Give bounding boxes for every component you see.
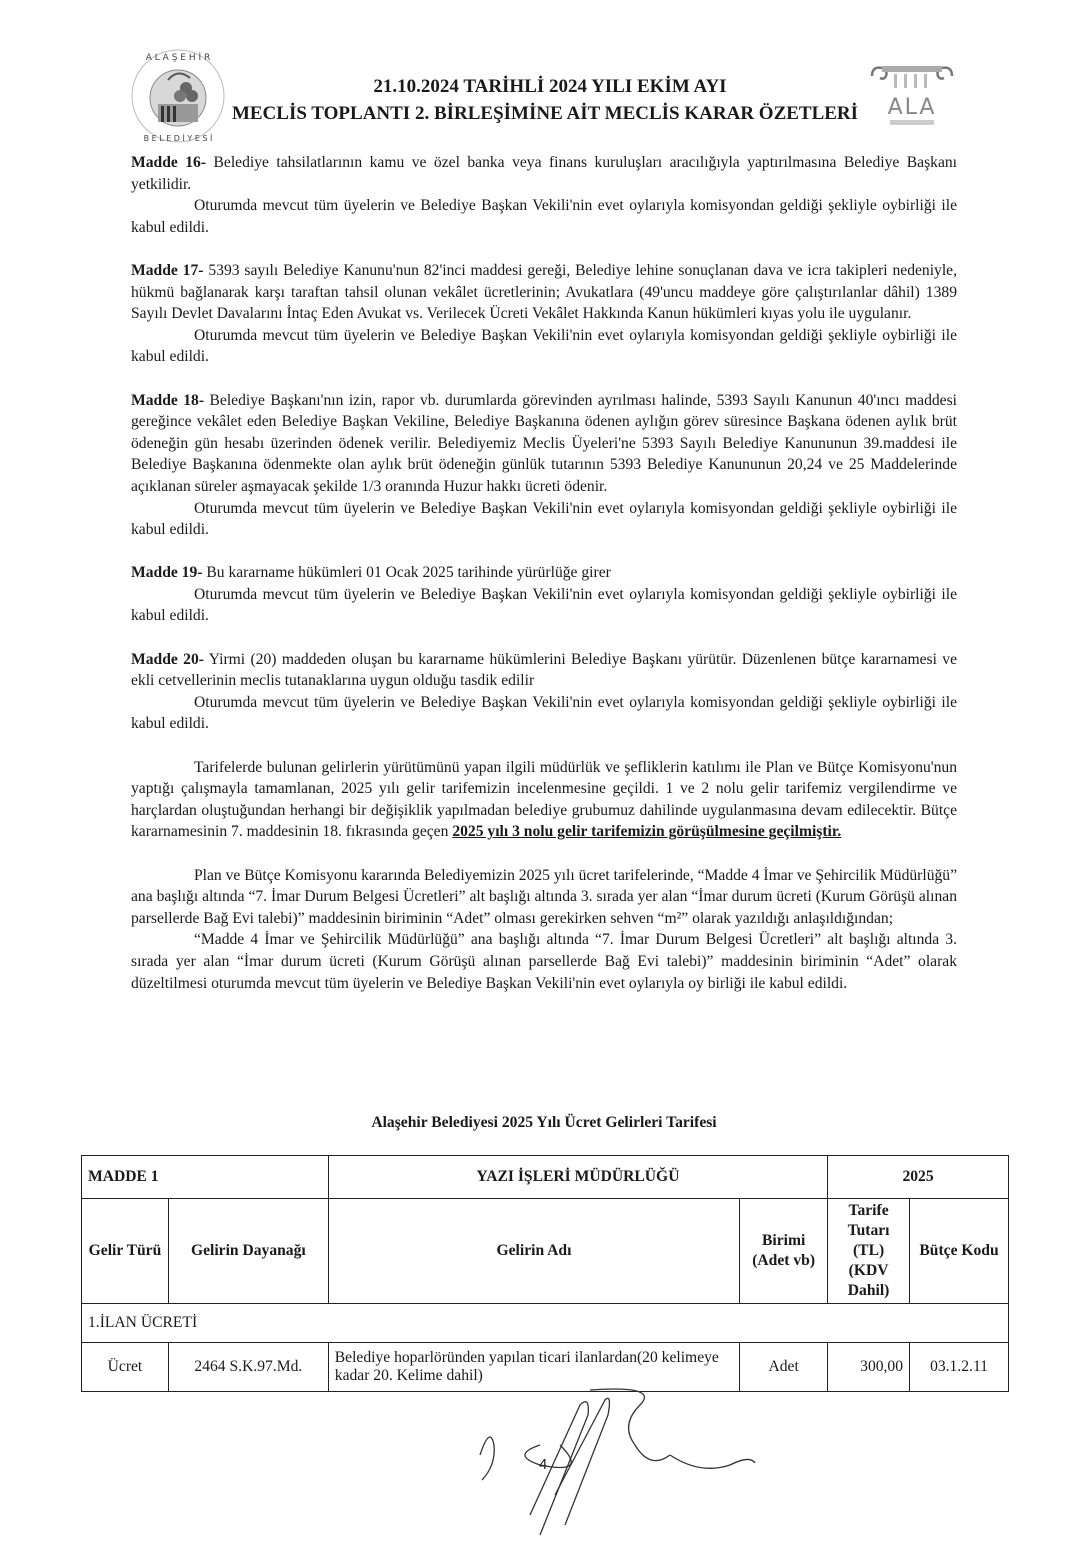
col-tutar: Tarife Tutarı (TL) (KDV Dahil): [828, 1199, 910, 1304]
col-birim: Birimi (Adet vb): [740, 1199, 828, 1304]
madde-result: Oturumda mevcut tüm üyelerin ve Belediye Başkan Vekili'nin evet oylarıyla komisyondan geldiği şekliyle oybirliği ile kabul edildi.: [131, 499, 957, 539]
madde-19: [131, 562, 957, 627]
madde-label: Madde 20-: [131, 650, 204, 668]
mudurluk-cell: YAZI İŞLERİ MÜDÜRLÜĞÜ: [328, 1156, 827, 1199]
svg-text:B E L E D İ Y E S İ: B E L E D İ Y E S İ: [143, 134, 213, 143]
madde-18: [131, 390, 957, 541]
madde-16: [131, 152, 957, 238]
col-butce-kodu: Bütçe Kodu: [910, 1199, 1009, 1304]
madde-cell: MADDE 1: [82, 1156, 329, 1199]
cell-birim: Adet: [740, 1343, 828, 1392]
madde-result: Oturumda mevcut tüm üyelerin ve Belediye Başkan Vekili'nin evet oylarıyla komisyondan geldiği şekliyle oybirliği ile kabul edildi.: [131, 693, 957, 733]
madde-label: Madde 16-: [131, 154, 207, 171]
madde-result: Oturumda mevcut tüm üyelerin ve Belediye Başkan Vekili'nin evet oylarıyla komisyondan geldiği şekliyle oybirliği ile kabul edildi.: [131, 326, 957, 366]
cell-dayanak: 2464 S.K.97.Md.: [168, 1343, 328, 1392]
madde-text: Bu kararname hükümleri 01 Ocak 2025 tarihinde yürürlüğe girer: [202, 564, 611, 582]
decision-body: [131, 152, 957, 994]
col-gelir-turu: Gelir Türü: [82, 1199, 169, 1304]
madde-text: Belediye tahsilatlarının kamu ve özel banka veya finans kuruluşları aracılığıyla yaptırılmasına Belediye Başkanı yetkilidir.: [131, 154, 957, 193]
handwritten-signatures: [470, 1385, 770, 1545]
madde-text: Belediye Başkanı'nın izin, rapor vb. durumlarda görevinden ayrılması halinde, 5393 Sayılı Kanunun 40'ıncı maddesi gereğince vekâlet eden Belediye Başkan Vekiline, Belediye Başkanına ödenen aylığın görev süresince Başkana ödenen aylık brüt ödeneğin gün hesabı üzerinden ödenek verilir. Belediyemiz Meclis Üyeleri'ne 5393 Sayılı Belediye Kanununun 39.maddesi ile Belediye Başkanına ödenmekte olan aylık brüt ödeneğin günlük tutarının 5393 Belediye Kanununun 20,24 ve 25 Maddelerinde açıklanan süreler aşmayacak şekilde 1/3 oranında Huzur hakkı ücreti ödenir.: [131, 391, 958, 495]
year-cell: 2025: [828, 1156, 1009, 1199]
ala-logo: [868, 62, 956, 132]
madde-text: 5393 sayılı Belediye Kanunu'nun 82'inci maddesi gereği, Belediye lehine sonuçlanan dava ve icra takipleri nedeniyle, hükmü bağlanarak karşı taraftan tahsil olunan vekâlet ücretlerinin; Avukatlara (49'uncu maddeye göre çalıştırılanlar dâhil) 1389 Sayılı Devlet Davalarını İntaç Eden Avukat vs. Verilecek Ücreti Vekâlet Hakkında Kanun hükümleri kıyas yolu ile uygulanır.: [131, 261, 958, 323]
tarife-paragraph-text: Tarifelerde bulunan gelirlerin yürütümünü yapan ilgili müdürlük ve şefliklerin katılımı ile Plan ve Bütçe Komisyonu'nun yaptığı çalışmayla tamamlanan, 2025 yılı gelir tarifemizin incelenmesine geçildi. 1 ve 2 nolu gelir tarifemiz vergilendirme ve harçlardan oluştuğundan herhangi bir değişiklik yapılmadan belediye grubumuz dahilinde uygulanmasına devam edilecektir. Bütçe kararnamesinin 7. maddesinin 18. fıkrasında geçen: [131, 758, 957, 841]
tarife-paragraph-emphasis: 2025 yılı 3 nolu gelir tarifemizin görüşülmesine geçilmiştir.: [452, 823, 842, 841]
cell-gelir-turu: Ücret: [82, 1343, 169, 1392]
cell-tutar: 300,00: [828, 1343, 910, 1392]
col-dayanak: Gelirin Dayanağı: [168, 1199, 328, 1304]
tariff-table: [81, 1155, 1009, 1392]
table-section-row: [82, 1304, 1009, 1343]
header-title-line2: MECLİS TOPLANTI 2. BİRLEŞİMİNE AİT MECLİS KARAR ÖZETLERİ: [231, 103, 859, 124]
komisyon-paragraph-2: “Madde 4 İmar ve Şehircilik Müdürlüğü” ana başlığı altında “7. İmar Durum Belgesi Ücretleri” alt başlığı altında 3. sırada yer alan “İmar durum ücreti (Kurum Görüşü alınan parsellerde Bağ Evi talebi)” maddesinin biriminin “Adet” olarak düzeltilmesi oturumda mevcut tüm üyelerin ve Belediye Başkan Vekili'nin evet oylarıyla oy birliği ile kabul edildi.: [131, 931, 957, 992]
municipality-seal-logo: [128, 46, 228, 146]
cell-gelir-adi: Belediye hoparlöründen yapılan ticari ilanlardan(20 kelimeye kadar 20. Kelime dahil): [328, 1343, 739, 1392]
madde-result: Oturumda mevcut tüm üyelerin ve Belediye Başkan Vekili'nin evet oylarıyla komisyondan geldiği şekliyle oybirliği ile kabul edildi.: [131, 197, 957, 236]
header-title-line1: 21.10.2024 TARİHLİ 2024 YILI EKİM AYI: [373, 76, 727, 97]
tarife-paragraph: [131, 757, 957, 843]
madde-result: Oturumda mevcut tüm üyelerin ve Belediye Başkan Vekili'nin evet oylarıyla komisyondan geldiği şekliyle oybirliği ile kabul edildi.: [131, 585, 957, 625]
page-number: 4: [539, 1456, 548, 1473]
svg-text:A L A Ş E H İ R: A L A Ş E H İ R: [145, 53, 211, 63]
madde-text: Yirmi (20) maddeden oluşan bu kararname hükümlerini Belediye Başkanı yürütür. Düzenlenen bütçe kararnamesi ve ekli cetvellerinin meclis tutanaklarına uygun olduğu tasdik edilir: [131, 650, 957, 690]
table-heading-row: [82, 1156, 1009, 1199]
table-column-headers: [82, 1199, 1009, 1304]
komisyon-paragraph-1: Plan ve Bütçe Komisyonu kararında Belediyemizin 2025 yılı ücret tarifelerinde, “Madde 4 İmar ve Şehircilik Müdürlüğü” ana başlığı altında “7. İmar Durum Belgesi Ücretleri” alt başlığı altında 3. sırada yer alan “İmar durum ücreti (Kurum Görüşü alınan parsellerde Bağ Evi talebi)” maddesinin biriminin “Adet” olması gerekirken sehven “m²” olarak yazıldığı anlaşıldığından;: [131, 866, 958, 927]
cell-butce-kodu: 03.1.2.11: [910, 1343, 1009, 1392]
section-label: 1.İLAN ÜCRETİ: [82, 1304, 1009, 1343]
table-title: Alaşehir Belediyesi 2025 Yılı Ücret Gelirleri Tarifesi: [371, 1114, 717, 1131]
col-gelir-adi: Gelirin Adı: [328, 1199, 739, 1304]
madde-label: Madde 18-: [131, 391, 205, 409]
svg-text:ALA: ALA: [887, 95, 937, 120]
madde-20: [131, 649, 957, 735]
madde-17: [131, 260, 957, 368]
madde-label: Madde 17-: [131, 261, 204, 279]
madde-label: Madde 19-: [131, 564, 203, 582]
